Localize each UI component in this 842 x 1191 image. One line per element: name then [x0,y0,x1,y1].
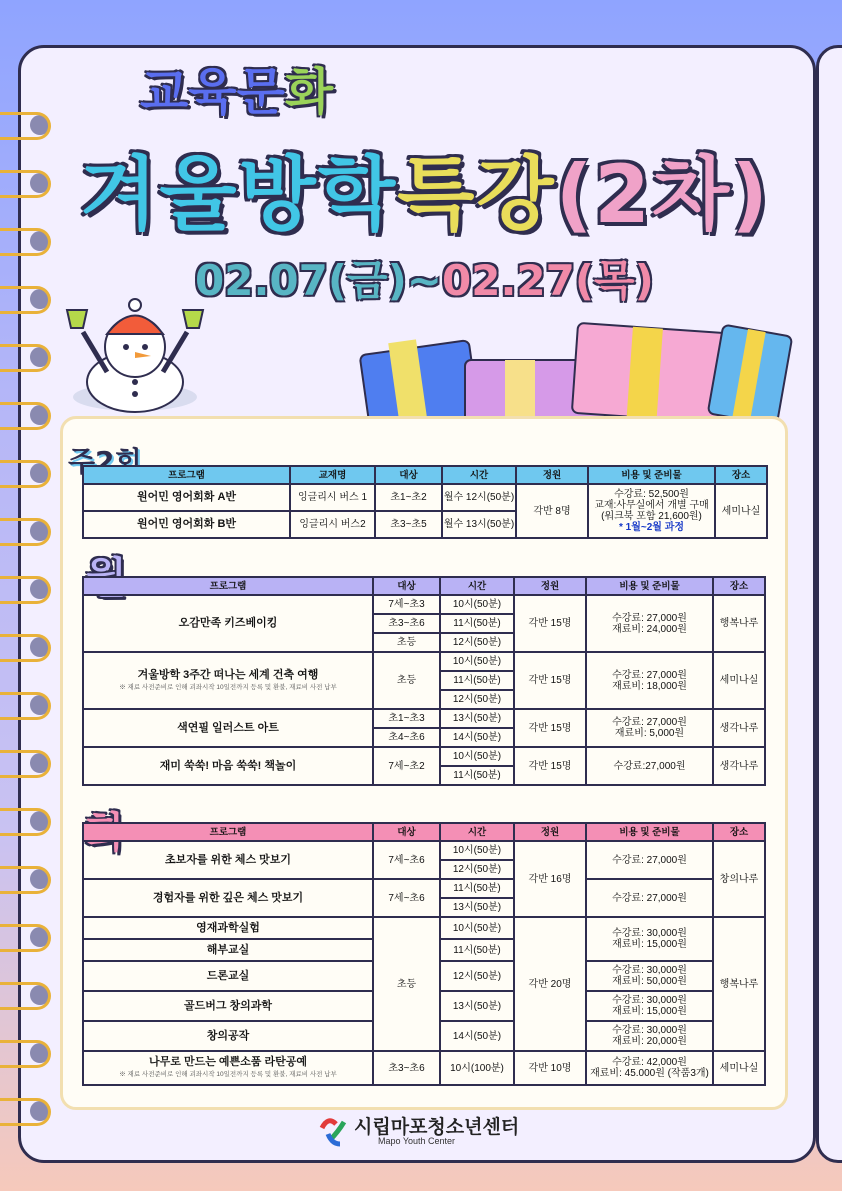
place-cell: 창의나루 [713,841,765,917]
time-cell: 12시(50분) [440,633,514,652]
target-cell: 초3~초5 [375,511,442,538]
time-cell: 12시(50분) [440,860,514,879]
target-cell: 초등 [373,917,440,1051]
time-cell: 14시(50분) [440,1021,514,1051]
section-label-tuesday: 화 [86,808,127,857]
place-cell: 세미나실 [713,652,765,709]
col-header: 교재명 [290,466,375,484]
cost-cell [586,991,713,1021]
org-logo [318,1110,538,1154]
cost-line: 수강료: 42,000원 [612,1057,687,1068]
time-cell: 11시(50분) [440,879,514,898]
col-header: 정원 [516,466,588,484]
section-label-twice-weekly: 주2회 [68,445,142,478]
target-cell: 초1~초3 [373,709,440,728]
time-cell: 10시(50분) [440,595,514,614]
col-header: 프로그램 [83,466,290,484]
time-cell: 10시(50분) [440,841,514,860]
program-name: 겨울방학 3주간 떠나는 세계 건축 여행 [137,668,319,681]
cost-cell: 수강료:27,000원 [586,747,713,785]
cost-note: * 1월~2월 과정 [618,522,685,533]
col-header: 비용 및 준비물 [588,466,715,484]
section-label-monday: 월 [86,553,127,602]
table-row [83,484,767,511]
binder-ring [0,866,54,892]
cost-line: 재료비: 45.000원 (작품3개) [590,1068,709,1079]
time-cell: 11시(50분) [440,766,514,785]
binder-ring [0,228,54,254]
col-header: 프로그램 [83,823,373,841]
program-cell: 오감만족 키즈베이킹 [83,595,373,652]
time-cell: 11시(50분) [440,671,514,690]
target-cell: 7세~초6 [373,841,440,879]
cost-line: 재료비: 15,000원 [612,1006,687,1017]
table-monday [82,576,766,786]
binder-ring [0,460,54,486]
table-tuesday [82,822,766,1086]
time-cell: 13시(50분) [440,709,514,728]
binder-ring [0,750,54,776]
time-cell: 13시(50분) [440,898,514,917]
target-cell: 초3~초6 [373,614,440,633]
cost-line: 수강료: 27,000원 [612,669,687,681]
target-cell: 7세~초6 [373,879,440,917]
book-cell: 잉글리시 버스2 [290,511,375,538]
cost-line: 수강료: 30,000원 [612,928,687,939]
gift-boxes-illustration [355,320,795,420]
binder-ring [0,982,54,1008]
program-cell: 원어민 영어회화 B반 [83,511,290,538]
time-cell: 10시(100분) [440,1051,514,1085]
cost-line: 수강료: 30,000원 [612,995,687,1006]
program-cell [83,652,373,709]
capacity-cell: 각반 15명 [514,709,586,747]
next-page-edge [816,45,842,1163]
col-header: 대상 [373,823,440,841]
cost-cell [586,917,713,961]
table-header-row [83,823,765,841]
binder-ring [0,634,54,660]
cost-cell [586,709,713,747]
place-cell: 세미나실 [713,1051,765,1085]
binder-ring [0,344,54,370]
time-cell: 10시(50분) [440,747,514,766]
binder-ring [0,1098,54,1124]
program-cell: 영재과학실험 [83,917,373,939]
cost-line: 수강료: 27,000원 [612,612,687,624]
cost-line: (워크북 포함 21,600원) [601,511,702,522]
cost-line: 재료비: 15,000원 [612,939,687,950]
time-cell: 12시(50분) [440,690,514,709]
cost-cell [586,1051,713,1085]
table-header-row [83,466,767,484]
table-row [83,1051,765,1085]
col-header: 비용 및 준비물 [586,823,713,841]
table-header-row [83,577,765,595]
target-cell: 7세~초3 [373,595,440,614]
binder-ring [0,170,54,196]
col-header: 장소 [715,466,767,484]
target-cell: 초등 [373,652,440,709]
table-row [83,747,765,766]
target-cell: 초등 [373,633,440,652]
place-cell: 세미나실 [715,484,767,538]
time-cell: 월수 13시(50분) [442,511,516,538]
cost-line: 수강료: 52,500원 [614,489,689,500]
binder-ring [0,402,54,428]
capacity-cell: 각반 16명 [514,841,586,917]
time-cell: 14시(50분) [440,728,514,747]
program-cell: 초보자를 위한 체스 맛보기 [83,841,373,879]
book-cell: 잉글리시 버스 1 [290,484,375,511]
time-cell: 월수 12시(50분) [442,484,516,511]
program-cell: 재미 쑥쑥! 마음 쑥쑥! 책놀이 [83,747,373,785]
time-cell: 10시(50분) [440,652,514,671]
cost-cell [586,961,713,991]
cost-line: 재료비: 5,000원 [614,728,685,739]
table-twice-weekly [82,465,768,539]
col-header: 대상 [373,577,440,595]
cost-cell [586,1021,713,1051]
capacity-cell: 각반 15명 [514,595,586,652]
program-cell: 골드버그 창의과학 [83,991,373,1021]
cost-cell: 수강료: 27,000원 [586,841,713,879]
col-header: 시간 [440,577,514,595]
capacity-cell: 각반 10명 [514,1051,586,1085]
table-row [83,879,765,898]
table-row [83,709,765,728]
binder-ring [0,518,54,544]
col-header: 프로그램 [83,577,373,595]
program-name: 나무로 만드는 예쁜소품 라탄공예 [149,1056,307,1068]
cost-cell [588,484,715,538]
cost-cell: 수강료: 27,000원 [586,879,713,917]
binder-ring [0,692,54,718]
program-note: ※ 재료 사전준비로 인해 괴좌시작 10일전까지 등록 및 환불, 재료비 사전 납부 [119,1071,337,1078]
binder-ring [0,924,54,950]
time-cell: 11시(50분) [440,939,514,961]
cost-line: 수강료: 30,000원 [612,1025,687,1036]
col-header: 정원 [514,577,586,595]
col-header: 장소 [713,823,765,841]
target-cell: 초3~초6 [373,1051,440,1085]
table-row [83,841,765,860]
time-cell: 10시(50분) [440,917,514,939]
binder-ring [0,1040,54,1066]
title-line2: 겨울방학특강(2차) [80,148,770,241]
cost-cell [586,595,713,652]
col-header: 정원 [514,823,586,841]
binder-ring [0,808,54,834]
place-cell: 행복나루 [713,917,765,1051]
binder-ring [0,286,54,312]
target-cell: 7세~초2 [373,747,440,785]
org-name: 시립마포청소년센터 [354,1116,520,1138]
col-header: 대상 [375,466,442,484]
cost-line: 재료비: 20,000원 [612,1036,687,1047]
program-cell: 창의공작 [83,1021,373,1051]
binder-ring [0,112,54,138]
cost-cell [586,652,713,709]
place-cell: 생각나루 [713,747,765,785]
date-range: 02.07(금)~02.27(목) [195,256,654,305]
capacity-cell: 각반 8명 [516,484,588,538]
cost-line: 수강료: 30,000원 [612,965,687,976]
col-header: 장소 [713,577,765,595]
capacity-cell: 각반 20명 [514,917,586,1051]
col-header: 비용 및 준비물 [586,577,713,595]
org-name-en: Mapo Youth Center [378,1136,456,1146]
time-cell: 12시(50분) [440,961,514,991]
title-line1: 교육문화 [140,63,334,121]
time-cell: 11시(50분) [440,614,514,633]
snowman-illustration [55,292,215,422]
program-cell: 색연필 일러스트 아트 [83,709,373,747]
table-row [83,652,765,671]
program-cell: 원어민 영어회화 A반 [83,484,290,511]
program-note: ※ 재료 사전준비로 인해 괴좌시작 10일전까지 등록 및 환불, 재료비 사전 납부 [119,683,337,691]
program-cell: 경험자를 위한 깊은 체스 맛보기 [83,879,373,917]
org-emblem-icon [318,1114,348,1148]
cost-line: 교재:사무실에서 개별 구매 [594,500,709,511]
program-cell [83,1051,373,1085]
place-cell: 행복나루 [713,595,765,652]
capacity-cell: 각반 15명 [514,747,586,785]
program-cell: 드론교실 [83,961,373,991]
target-cell: 초1~초2 [375,484,442,511]
table-row [83,917,765,939]
target-cell: 초4~초6 [373,728,440,747]
cost-line: 수강료: 27,000원 [612,717,687,728]
cost-line: 재료비: 50,000원 [612,976,687,987]
cost-line: 재료비: 18,000원 [612,680,687,692]
cost-line: 재료비: 24,000원 [612,623,687,635]
time-cell: 13시(50분) [440,991,514,1021]
capacity-cell: 각반 15명 [514,652,586,709]
binder-ring [0,576,54,602]
program-cell: 해부교실 [83,939,373,961]
col-header: 시간 [442,466,516,484]
table-row [83,595,765,614]
col-header: 시간 [440,823,514,841]
place-cell: 생각나루 [713,709,765,747]
